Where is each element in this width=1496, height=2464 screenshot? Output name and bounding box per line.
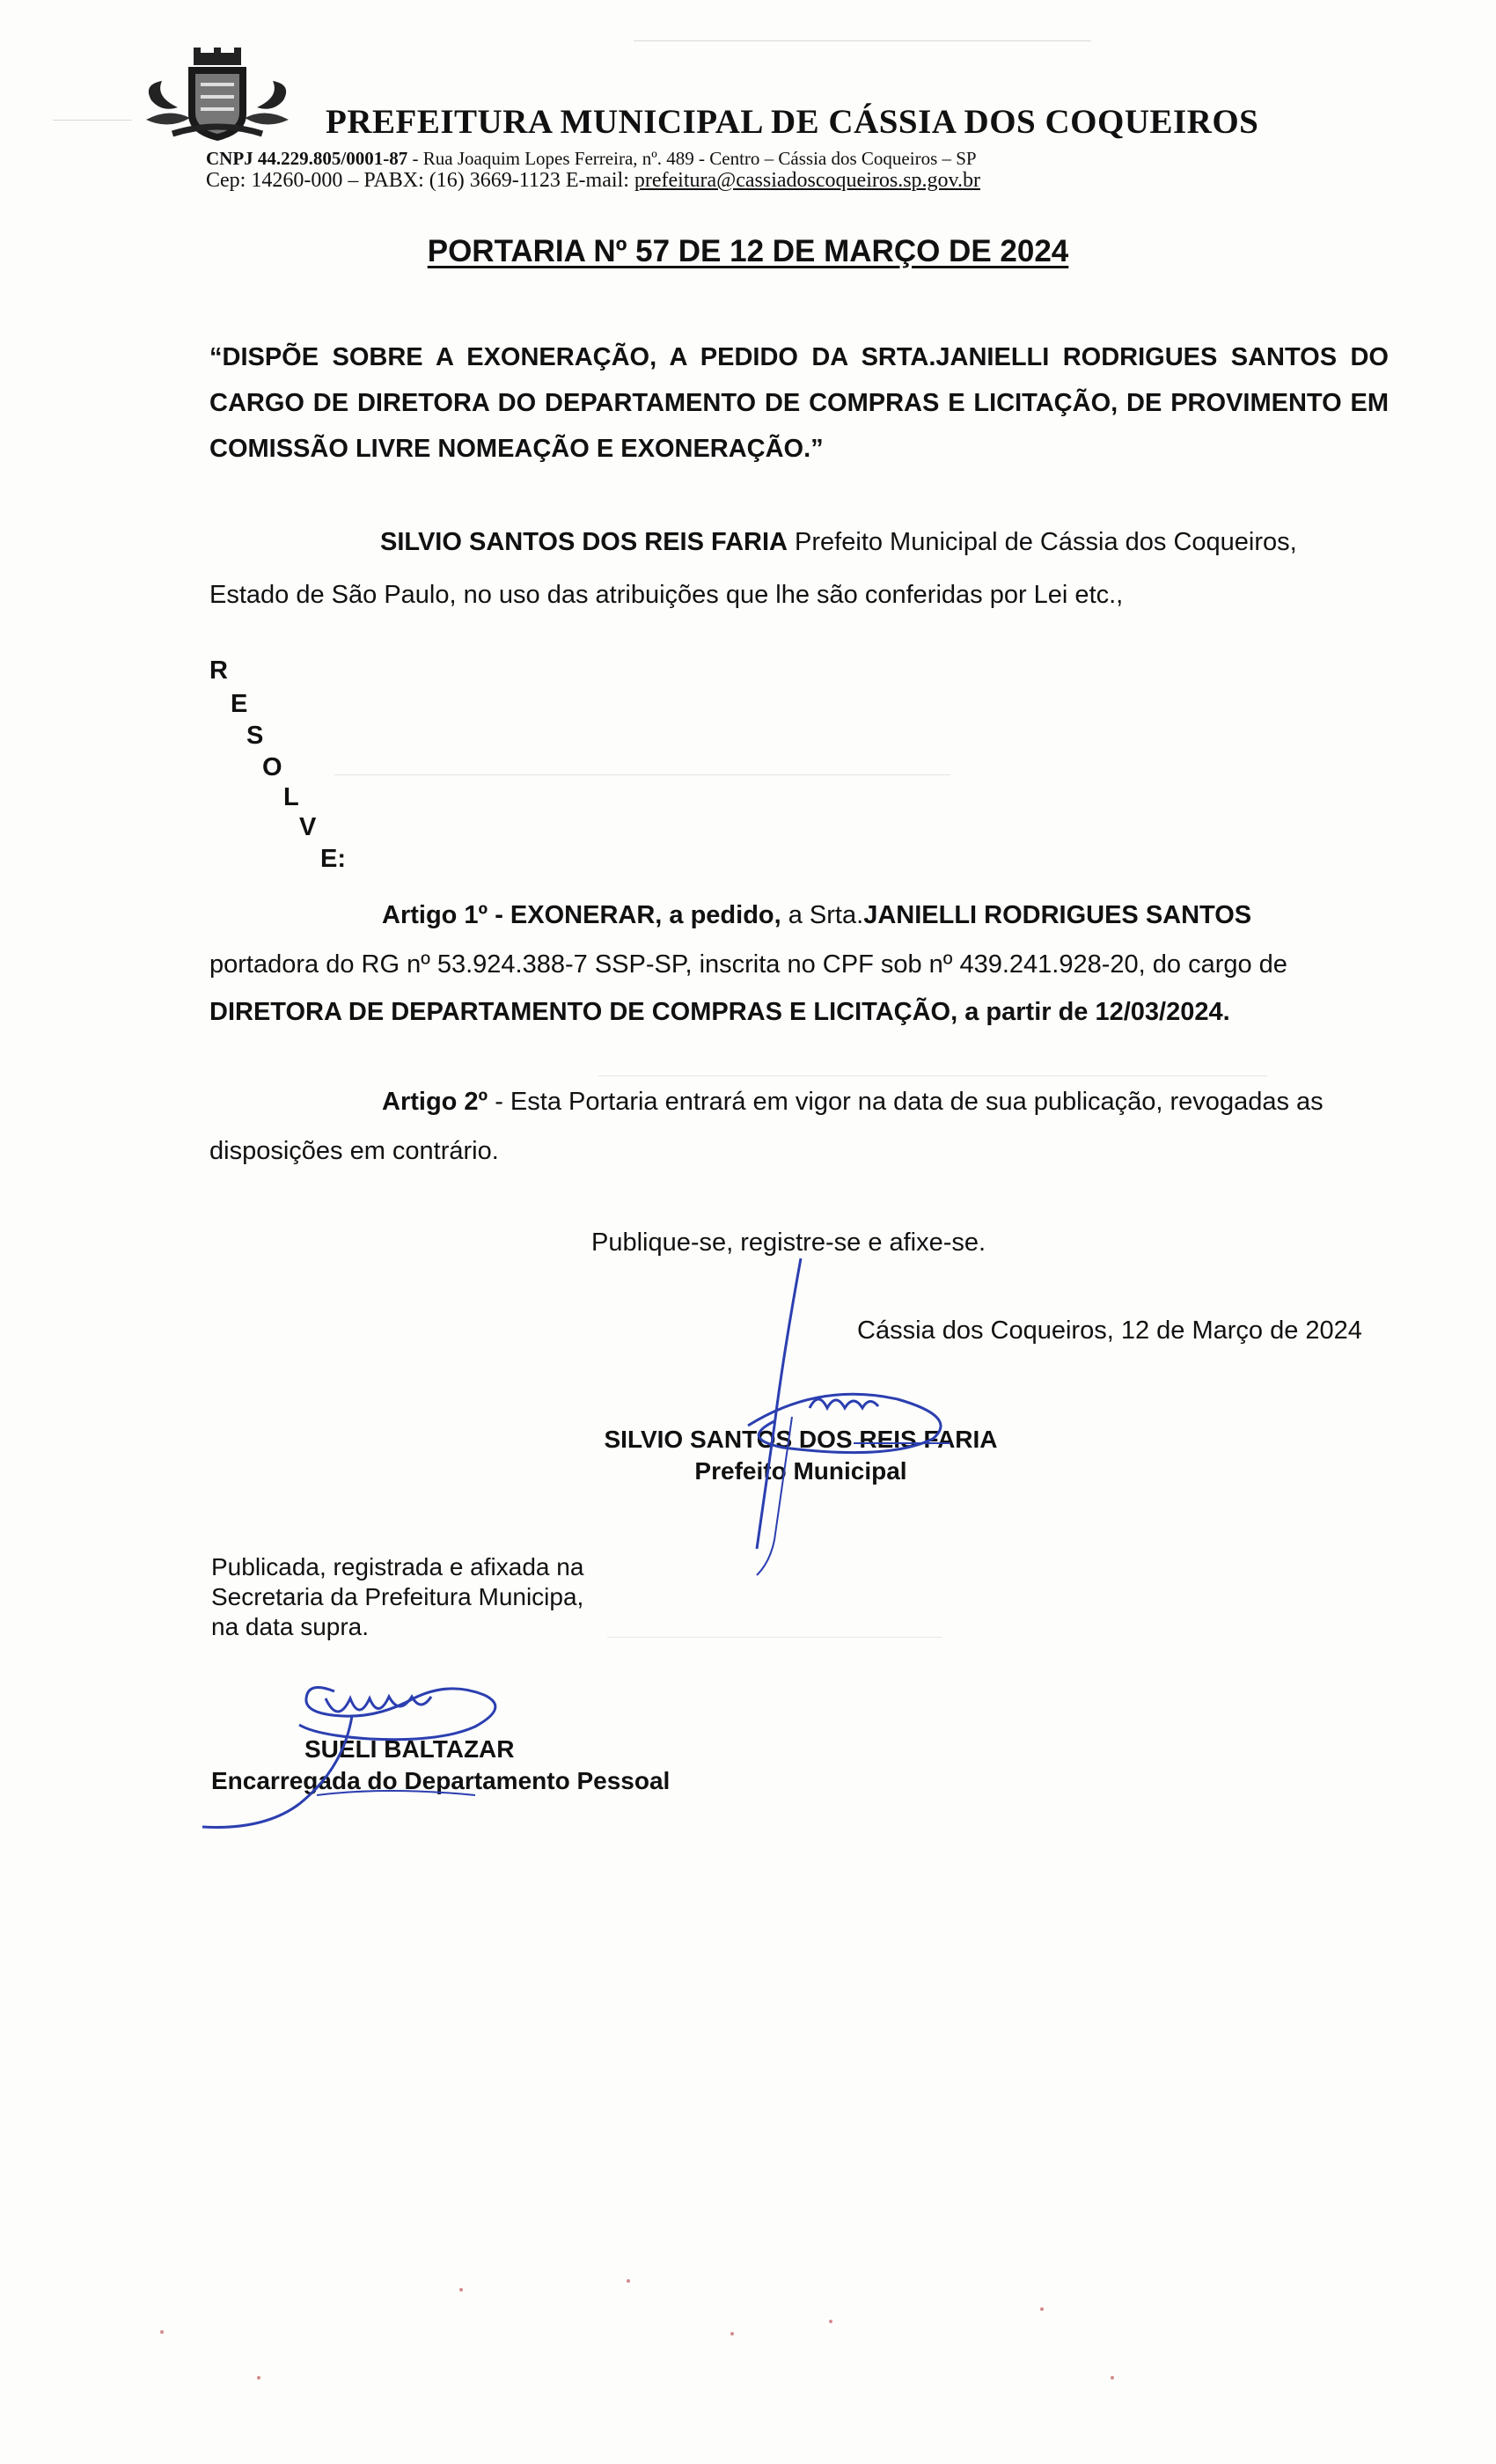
- clerk-title: Encarregada do Departamento Pessoal: [211, 1767, 671, 1794]
- article-1-line-2: portadora do RG nº 53.924.388-7 SSP-SP, inscrita no CPF sob nº 439.241.928-20, do cargo de: [209, 950, 1287, 979]
- document-title: PORTARIA Nº 57 DE 12 DE MARÇO DE 2024: [427, 234, 1069, 268]
- resolve-letter: V: [299, 813, 317, 841]
- resolve-letter: L: [283, 783, 299, 811]
- clerk-signature-icon: [194, 1663, 528, 1839]
- preamble-line-1: [380, 528, 1297, 557]
- article-1-line-3: DIRETORA DE DEPARTAMENTO DE COMPRAS E LICITAÇÃO, a partir de 12/03/2024.: [209, 998, 1230, 1026]
- publication-note: Publicada, registrada e afixada na Secretaria da Prefeitura Municipa, na data supra.: [211, 1553, 584, 1640]
- email-link[interactable]: prefeitura@cassiadoscoqueiros.sp.gov.br: [634, 169, 980, 192]
- address-text: - Rua Joaquim Lopes Ferreira, nº. 489 - Centro – Cássia dos Coqueiros – SP: [407, 148, 977, 169]
- scan-artifact: [607, 1637, 942, 1638]
- scan-artifact: [730, 2332, 734, 2336]
- contact-text: Cep: 14260-000 – PABX: (16) 3669-1123 E-mail:: [206, 169, 634, 192]
- article-2-text: - Esta Portaria entrará em vigor na data de sua publicação, revogadas as: [488, 1088, 1324, 1116]
- city-hall-name: PREFEITURA MUNICIPAL DE CÁSSIA DOS COQUEIROS: [326, 103, 1259, 141]
- clerk-name: SUELI BALTAZAR: [304, 1735, 515, 1763]
- scan-artifact: [53, 120, 132, 121]
- scan-artifact: [829, 2320, 832, 2323]
- mayor-signature-icon: [722, 1250, 986, 1584]
- resolve-letter: E:: [320, 845, 346, 873]
- resolve-letter: R: [209, 656, 228, 685]
- closing-statement: Publique-se, registre-se e afixe-se.: [591, 1228, 986, 1257]
- resolve-letter: E: [231, 690, 248, 718]
- scan-artifact: [1040, 2307, 1044, 2311]
- cnpj-text: CNPJ 44.229.805/0001-87: [206, 148, 408, 169]
- scan-artifact: [1111, 2376, 1114, 2380]
- header-address-line: [206, 148, 977, 170]
- resolve-letter: S: [246, 722, 264, 750]
- article-2-line-1: [382, 1088, 1324, 1117]
- article-2-label: Artigo 2º: [382, 1088, 488, 1116]
- article-1-text: a Srta.: [781, 901, 864, 929]
- article-1-label: Artigo 1º - EXONERAR, a pedido,: [382, 901, 781, 929]
- place-and-date: Cássia dos Coqueiros, 12 de Março de 2024: [857, 1316, 1362, 1345]
- ementa-paragraph: “DISPÕE SOBRE A EXONERAÇÃO, A PEDIDO DA SRTA.JANIELLI RODRIGUES SANTOS DO CARGO DE DIRETORA DO DEPARTAMENTO DE COMPRAS E LICITAÇÃO, DE PROVIMENTO EM COMISSÃO LIVRE NOMEAÇÃO E EXONERAÇÃO.”: [209, 343, 1389, 463]
- scan-artifact: [627, 2279, 630, 2283]
- header-contact-line: [206, 169, 980, 193]
- coat-of-arms-icon: [143, 46, 292, 144]
- mayor-name-inline: SILVIO SANTOS DOS REIS FARIA: [380, 528, 788, 556]
- preamble-text-1: Prefeito Municipal de Cássia dos Coqueiros,: [788, 528, 1297, 556]
- scan-artifact: [257, 2376, 260, 2380]
- mayor-title: Prefeito Municipal: [694, 1457, 907, 1485]
- mayor-name: SILVIO SANTOS DOS REIS FARIA: [604, 1426, 998, 1453]
- preamble-line-2: Estado de São Paulo, no uso das atribuições que lhe são conferidas por Lei etc.,: [209, 581, 1124, 609]
- article-2-line-2: disposições em contrário.: [209, 1137, 499, 1165]
- scan-artifact: [634, 40, 1091, 41]
- scan-artifact: [334, 774, 950, 775]
- scan-artifact: [598, 1075, 1267, 1076]
- employee-name: JANIELLI RODRIGUES SANTOS: [863, 901, 1252, 929]
- resolve-letter: O: [262, 753, 282, 781]
- scan-artifact: [160, 2330, 164, 2334]
- article-1-line-1: [382, 901, 1251, 930]
- scan-artifact: [459, 2288, 463, 2292]
